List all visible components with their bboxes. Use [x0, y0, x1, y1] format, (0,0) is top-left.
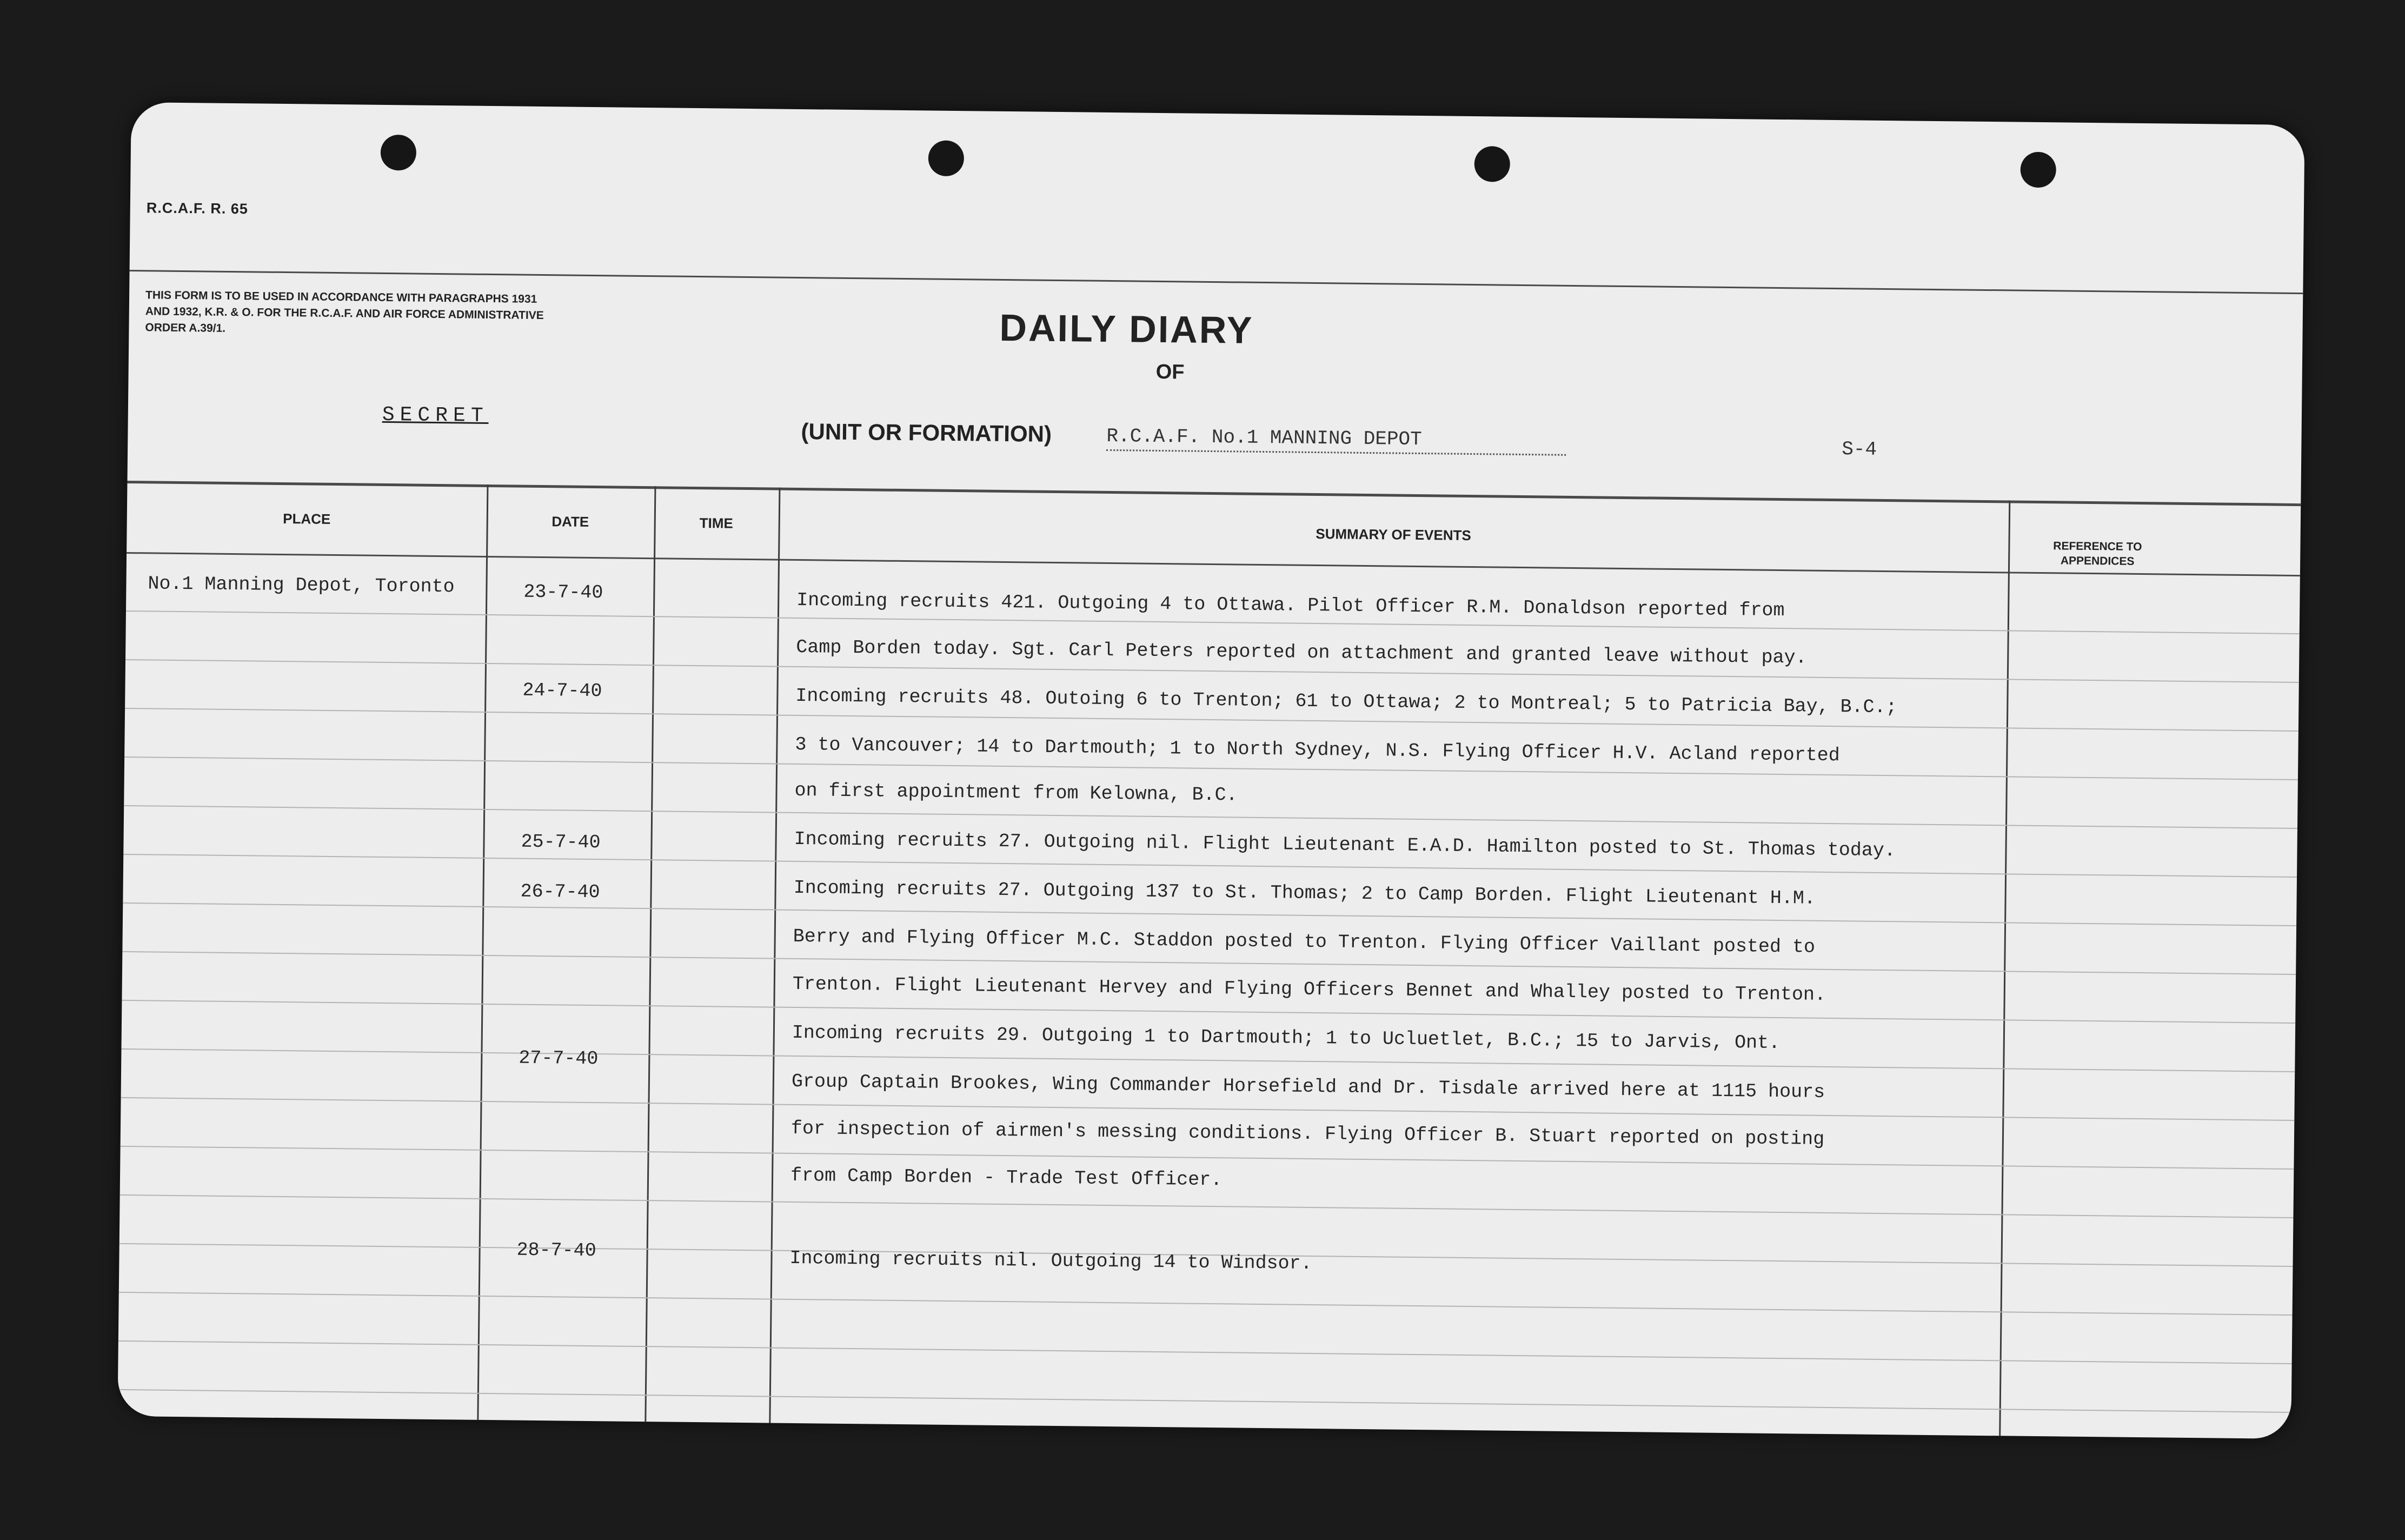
date-entry: 24-7-40: [522, 679, 602, 702]
ruled-line: [123, 902, 2296, 926]
column-divider-place: [477, 484, 488, 1420]
ruled-line: [121, 1048, 2295, 1072]
summary-line: Camp Borden today. Sgt. Carl Peters reported on attachment and granted leave without pay.: [796, 636, 1807, 669]
place-entry: No.1 Manning Depot, Toronto: [148, 573, 455, 598]
column-header-time: TIME: [699, 515, 733, 532]
column-divider-date: [645, 486, 656, 1422]
ruled-line: [119, 1292, 2293, 1316]
title-of: OF: [1155, 360, 1185, 384]
form-instructions: THIS FORM IS TO BE USED IN ACCORDANCE WITH PARAGRAPHS 1931 AND 1932, K.R. & O. FOR THE R.C.A.F. AND AIR FORCE ADMINISTRATIVE ORDER A.39/1.: [145, 289, 544, 335]
ruled-line: [118, 1340, 2292, 1364]
ruled-line: [125, 708, 2298, 732]
column-divider-time: [769, 488, 780, 1423]
classification-mark: SECRET: [382, 403, 489, 428]
ruled-line: [120, 1194, 2294, 1218]
punch-hole: [2020, 152, 2056, 188]
summary-line: Trenton. Flight Lieutenant Hervey and Flying Officers Bennet and Whalley posted to Trenton.: [792, 973, 1826, 1006]
punch-hole: [928, 140, 964, 176]
column-header-reference: REFERENCE TO APPENDICES: [2053, 540, 2142, 568]
date-entry: 23-7-40: [523, 581, 603, 604]
summary-line: on first appointment from Kelowna, B.C.: [794, 779, 1238, 806]
summary-line: Incoming recruits nil. Outgoing 14 to Windsor.: [789, 1247, 1312, 1275]
summary-line: Incoming recruits 29. Outgoing 1 to Dartmouth; 1 to Ucluetlet, B.C.; 15 to Jarvis, Ont.: [792, 1021, 1781, 1054]
ruled-line: [125, 659, 2299, 683]
unit-label: (UNIT OR FORMATION): [801, 419, 1052, 447]
ruled-line: [124, 756, 2298, 780]
summary-line: for inspection of airmen's messing conditions. Flying Officer B. Stuart reported on posting: [790, 1117, 1825, 1150]
ruled-line: [124, 805, 2297, 829]
ruled-line: [122, 951, 2296, 975]
punch-hole: [1474, 146, 1510, 182]
column-header-date: DATE: [552, 513, 589, 530]
date-entry: 25-7-40: [521, 831, 601, 854]
summary-line: Incoming recruits 27. Outgoing nil. Flight Lieutenant E.A.D. Hamilton posted to St. Thomas today.: [794, 828, 1896, 862]
ruled-line: [118, 1389, 2291, 1413]
summary-line: Incoming recruits 421. Outgoing 4 to Ottawa. Pilot Officer R.M. Donaldson reported from: [796, 589, 1785, 622]
unit-value: R.C.A.F. No.1 MANNING DEPOT: [1106, 425, 1566, 456]
column-divider-summary: [1999, 500, 2010, 1436]
column-header-rule: [127, 552, 2300, 576]
summary-line: Group Captain Brookes, Wing Commander Horsefield and Dr. Tisdale arrived here at 1115 hours: [791, 1070, 1825, 1103]
ruled-line: [121, 1146, 2294, 1170]
summary-line: Berry and Flying Officer M.C. Staddon posted to Trenton. Flying Officer Vaillant posted to: [793, 925, 1816, 958]
ruled-line: [121, 1097, 2295, 1121]
date-entry: 27-7-40: [519, 1047, 599, 1070]
punch-hole: [381, 135, 417, 171]
sheet-number: S-4: [1842, 438, 1877, 461]
summary-line: Incoming recruits 27. Outgoing 137 to St. Thomas; 2 to Camp Borden. Flight Lieutenant H.M.: [793, 877, 1816, 910]
date-entry: 26-7-40: [520, 880, 600, 904]
column-header-place: PLACE: [283, 510, 331, 527]
summary-line: Incoming recruits 48. Outoing 6 to Trenton; 61 to Ottawa; 2 to Montreal; 5 to Patricia Bay, B.C.;: [795, 685, 1897, 719]
date-entry: 28-7-40: [516, 1239, 596, 1262]
diary-card: [117, 102, 2304, 1439]
summary-line: 3 to Vancouver; 14 to Dartmouth; 1 to North Sydney, N.S. Flying Officer H.V. Acland reported: [795, 733, 1840, 767]
ruled-line: [122, 1000, 2295, 1024]
ruled-line: [123, 854, 2297, 878]
table-top-rule: [127, 481, 2301, 506]
form-number: R.C.A.F. R. 65: [146, 200, 248, 217]
summary-line: from Camp Borden - Trade Test Officer.: [790, 1164, 1223, 1191]
column-header-summary: SUMMARY OF EVENTS: [1316, 526, 1471, 544]
document-title: DAILY DIARY: [999, 306, 1254, 351]
